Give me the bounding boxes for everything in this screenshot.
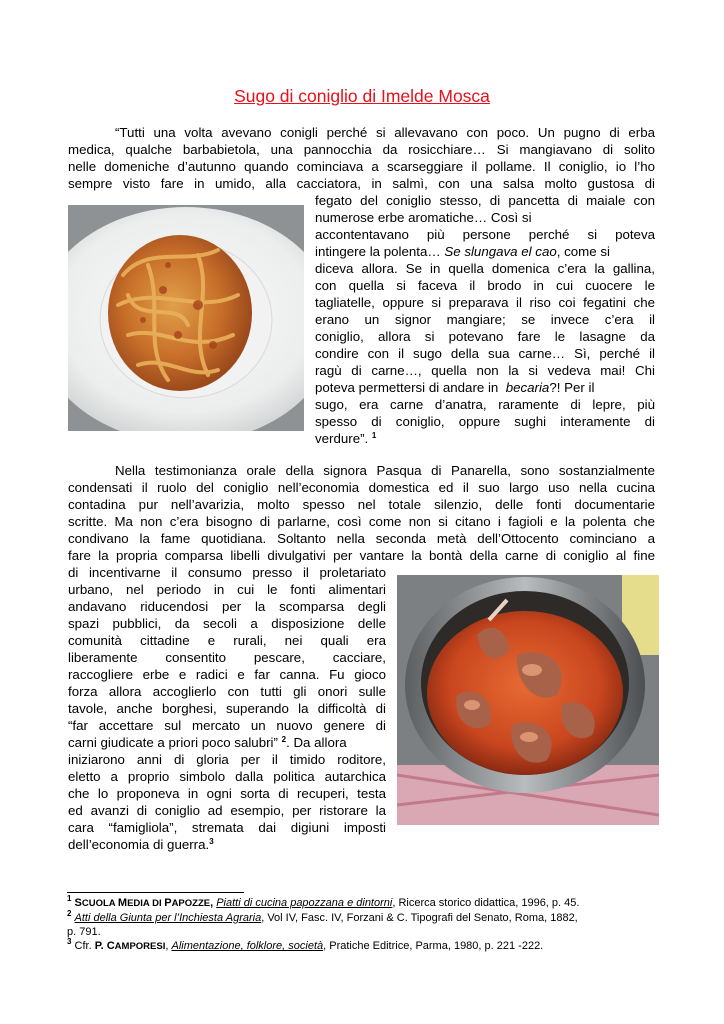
footnote-2 [67,909,578,925]
text-line: condire con il sugo della sua carne… Sì, perché il [315,346,655,361]
pasta-photo [68,205,304,431]
text-line: spesso di coniglio, oppure sughi interamente di [315,414,655,429]
footnote-text: , Vol IV, Fasc. IV, Forzani & C. Tipografi del Senato, Roma, 1882, [261,912,578,924]
text-line: coniglio, allora si potevano fare le lasagne da [315,329,655,344]
text-line: ed avanzi di coniglio ad esempio, per ristorare la [68,803,386,818]
text-line: medica, qualche barbabietola, una pannocchia da rosicchiare… Si mangiavano di solito [68,142,655,157]
text-line: erano un signor mangiare; se invece c’era il [315,312,655,327]
text-line [315,431,376,447]
text-line: nelle domeniche d’autunno quando cominciava a scarseggiare il pollame. Il coniglio, io l’ho [68,159,655,174]
text-line: condensati il ruolo del coniglio nell’economia domestica ed il suo largo uso nella cucina [68,480,655,495]
footnote-1: $^1$ SCUOLA MEDIA DI PAPOZZE, Piatti di cucina papozzana e dintorni, Ricerca storico didattica, 1996, p. 45. [67,894,580,909]
footnote-title: Piatti di cucina papozzana e dintorni [216,897,393,909]
pasta-plate-illustration [68,205,304,431]
footnote-ref-1[interactable]: 1 [371,431,377,440]
footnote-number: 3 [67,937,72,946]
text-line [68,735,347,751]
dialect-phrase: Se slungava el cao [444,244,557,259]
text-line: tavole, anche borghesi, superando la difficoltà di [68,701,386,716]
text-line: “far accettare sul mercato un nuovo genere di [68,718,386,733]
footnote-title: Alimentazione, folklore, società [171,940,324,952]
text-line: numerose erbe aromatiche… Così si [315,210,532,225]
text-run: dell’economia di guerra. [68,837,210,852]
text-line: raccogliere erbe e radici e far canna. Fu gioco [68,667,386,682]
text-line [315,380,594,396]
text-line: condivano la fame quotidiana. Soltanto nella seconda metà dell’Ottocento cominciano a [68,531,655,546]
footnote-title: Atti della Giunta per l’Inchiesta Agraria [74,912,262,924]
text-run: , come si [556,244,610,259]
text-run: . Da allora [286,735,347,750]
text-line: forza allora accoglierlo con tutti gli onori sulle [68,684,386,699]
text-line: fare la propria comparsa libelli divulgativi per vantare la bontà della carne di coniglio al fine [68,548,655,563]
footnote-number: 2 [67,909,72,918]
text-run: verdure”. [315,431,369,446]
text-line: che lo proponeva in ogni sorta di recuperi, testa [68,786,386,801]
stew-pot-illustration [397,575,659,825]
footnote-text: , Pratiche Editrice, Parma, 1980, p. 221 -222. [323,940,544,952]
footnote-author: SCUOLA MEDIA DI PAPOZZE [74,897,211,909]
text-line: contadina pur nell’avarizia, molto spesso nel totale silenzio, delle fonti documentarie [68,497,655,512]
text-line [315,244,610,260]
footnote-3: $^3$ Cfr. P. CAMPORESI, Alimentazione, folklore, società, Pratiche Editrice, Parma, 1980, p. 221 -222. [67,937,544,952]
footnote-author: P. CAMPORESI [94,940,166,952]
text-line: scritte. Ma non c’era bisogno di parlarne, così come non si citano i fagioli e la polenta che [68,514,655,529]
dialect-word: becaria [505,380,550,395]
text-run: carni giudicate a priori poco salubri” [68,735,278,750]
text-line: sugo, era carne d’anatra, raramente di lepre, più [315,397,655,412]
text-line: Nella testimonianza orale della signora Pasqua di Panarella, sono sostanzialmente [115,463,655,478]
text-line: ragù di carne…, quella non la si vedeva mai! Chi [315,363,655,378]
text-line: tagliatelle, oppure si preparava il riso coi fegatini che [315,295,655,310]
footnote-text: , Ricerca storico didattica, 1996, p. 45. [392,897,580,909]
footnote-2-continued: p. 791. [67,926,101,938]
text-line: cara “famigliola”, stremata dai digiuni imposti [68,820,386,835]
footnote-number: 1 [67,894,72,903]
rabbit-stew-photo [397,575,659,825]
text-line: iniziarono anni di gloria per il timido roditore, [68,752,386,767]
text-line: “Tutti una volta avevano conigli perché si allevavano con poco. Un pugno di erba [115,125,655,140]
text-line: andavano riducendosi per la scomparsa degli [68,599,386,614]
text-line: diceva allora. Se in quella domenica c’era la gallina, [315,261,655,276]
text-line: accontentavano più persone perché si poteva [315,227,655,242]
text-run: intingere la polenta… [315,244,441,259]
footnote-separator [67,892,244,893]
text-line [68,837,214,853]
text-line: comunità cittadine e rurali, nei quali era [68,633,386,648]
text-line: con quella si faceva il brodo in cui cuocere le [315,278,655,293]
text-line: eletto a proprio simbolo dalla politica autarchica [68,769,386,784]
text-line: sempre visto fare in umido, alla cacciatora, in salmì, con una salsa molto gustosa di [68,176,655,191]
footnote-ref-2[interactable]: 2 [281,735,287,744]
text-line: spazi pubblici, da secoli a disposizione delle [68,616,386,631]
text-line: fegato del coniglio stesso, di pancetta di maiale con [315,193,655,208]
footnote-ref-3[interactable]: 3 [209,837,214,846]
text-line: liberamente consentito pescare, cacciare, [68,650,386,665]
text-line: urbano, nel periodo in cui le fonti alimentari [68,582,386,597]
text-run: ?! Per il [549,380,595,395]
text-line: di incentivarne il consumo presso il proletariato [68,565,386,580]
page-title: Sugo di coniglio di Imelde Mosca [234,86,490,106]
text-run: poteva permettersi di andare in [315,380,499,395]
